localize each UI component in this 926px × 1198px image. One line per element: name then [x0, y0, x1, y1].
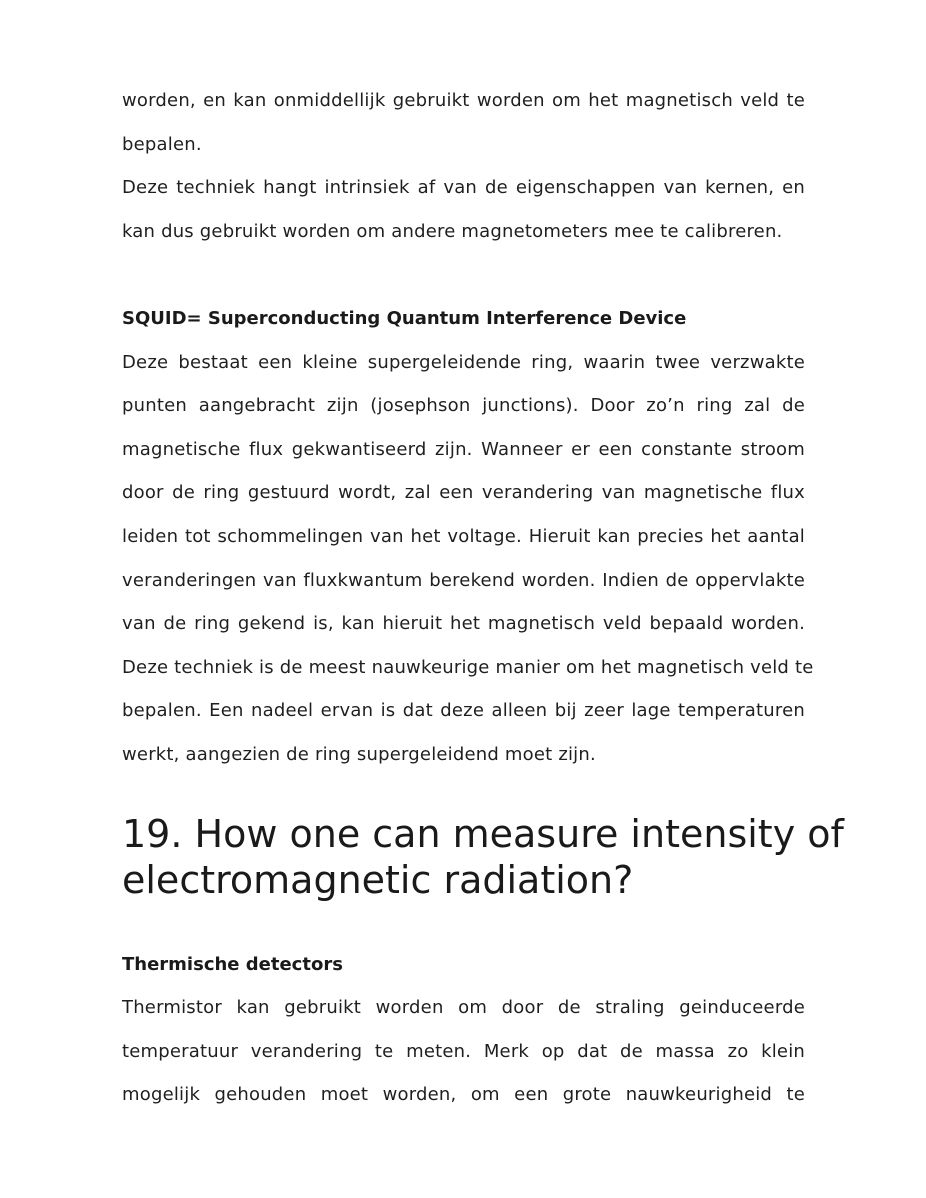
document-page — [122, 79, 844, 1117]
thermal-heading: Thermische detectors — [122, 953, 343, 975]
paragraph-line: Deze techniek hangt intrinsiek af van de eigenschappen van kernen, en — [122, 177, 805, 199]
paragraph-gap — [122, 253, 805, 297]
paragraph-line: kan dus gebruikt worden om andere magnetometers mee te calibreren. — [122, 220, 783, 242]
paragraph-line: punten aangebracht zijn (josephson junctions). Door zo’n ring zal de — [122, 395, 805, 417]
paragraph-line: bepalen. Een nadeel ervan is dat deze alleen bij zeer lage temperaturen — [122, 700, 805, 722]
section-title-line: electromagnetic radiation? — [122, 857, 634, 902]
paragraph-line: Deze bestaat een kleine supergeleidende ring, waarin twee verzwakte — [122, 351, 805, 373]
paragraph-line: Thermistor kan gebruikt worden om door de straling geinduceerde — [122, 997, 805, 1019]
squid-heading: SQUID= Superconducting Quantum Interference Device — [122, 307, 687, 329]
title-gap — [122, 903, 805, 943]
paragraph-line: Deze techniek is de meest nauwkeurige manier om het magnetisch veld te — [122, 656, 814, 678]
section-title-line: 19. How one can measure intensity of — [122, 811, 844, 856]
paragraph-line: van de ring gekend is, kan hieruit het magnetisch veld bepaald worden. — [122, 613, 805, 635]
section-title — [122, 811, 844, 903]
paragraph-line: magnetische flux gekwantiseerd zijn. Wanneer er een constante stroom — [122, 438, 805, 460]
paragraph-line: temperatuur verandering te meten. Merk op dat de massa zo klein — [122, 1040, 805, 1062]
paragraph-line: leiden tot schommelingen van het voltage. Hieruit kan precies het aantal — [122, 525, 805, 547]
paragraph-line: worden, en kan onmiddellijk gebruikt worden om het magnetisch veld te — [122, 90, 805, 111]
paragraph-line: mogelijk gehouden moet worden, om een grote nauwkeurigheid te — [122, 1084, 805, 1106]
paragraph-line: bepalen. — [122, 133, 202, 155]
paragraph-line: door de ring gestuurd wordt, zal een verandering van magnetische flux — [122, 482, 805, 504]
paragraph-line: veranderingen van fluxkwantum berekend worden. Indien de oppervlakte — [122, 569, 805, 591]
paragraph-line: werkt, aangezien de ring supergeleidend moet zijn. — [122, 743, 596, 765]
